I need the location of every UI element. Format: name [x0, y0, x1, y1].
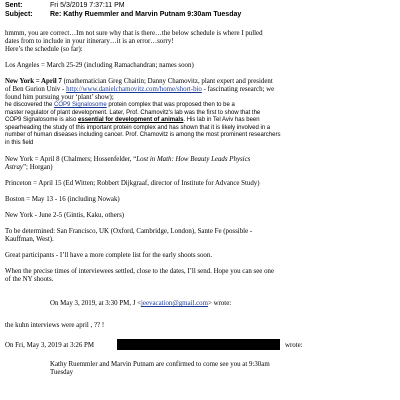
great-participants: Great participants - I’ll have a more complete list for the early shoots soon. [5, 252, 213, 259]
bio-line-1 [5, 102, 235, 110]
schedule-boston: Boston = May 13 - 16 (including Nowak) [5, 196, 120, 203]
quote-header-2-prefix: On Fri, May 3, 2019 at 3:26 PM [5, 342, 95, 349]
intro-line-2: dates from to include in your itinerary…it is an error…sorry! [5, 38, 174, 45]
redaction-block [117, 339, 280, 350]
bio-line-3 [5, 117, 260, 125]
schedule-tbd-line-1: To be determined: San Francisco, UK (Oxford, Cambridge, London), Sante Fe (possible - [5, 228, 253, 235]
bio-text-1b: protein complex that was proposed then to be a [106, 102, 235, 108]
quote-1-prefix: On May 3, 2019, at 3:30 PM, J < [50, 300, 141, 307]
intro-line-1: hmmm, you are correct…Im not sure why that is there…the below schedule is where I pulled [5, 30, 263, 37]
bio-text-3a: COP9 Signalosome is also [5, 117, 79, 123]
bio-line-2: master regulator of plant development. Later, Prof. Chamovitz's lab was the first to show that the [5, 109, 261, 116]
bio-line-6: in this field [5, 139, 34, 146]
bio-line-5: number of human diseases including cancer. Prof. Chamovitz is among the most prominent researchers [5, 132, 281, 138]
cop9-signalosome-link[interactable]: COP9 Signalosome [54, 102, 107, 108]
schedule-ny-april-7-line-1 [5, 78, 273, 86]
subject-value: Re: Kathy Ruemmler and Marvin Putnam 9:30am Tuesday [50, 11, 242, 18]
sent-value: Fri 5/3/2019 7:37:11 PM [50, 2, 125, 9]
when-line-1: When the precise times of interviewees settled, close to the dates, I’ll send. Hope you can see one [5, 268, 275, 275]
bio-text-1a: he discovered the [5, 102, 55, 108]
schedule-ny-april-7-line-3: found him pursuing your ‘plant’ show); [5, 94, 114, 101]
chamovitz-bio-link[interactable]: http://www.danielchamovitz.com/home/short-bio [66, 86, 202, 93]
ny-april-7-desc-2a: of Ben Gurion Univ - [5, 86, 67, 93]
final-line-2: Tuesday [50, 369, 74, 376]
final-line-1: Kathy Ruemmler and Marvin Putnam are confirmed to come see you at 9:30am [50, 361, 270, 368]
intro-line-3: Here’s the schedule (so far): [5, 46, 83, 53]
essential-development-emphasis: essential for development of animals [78, 117, 184, 123]
book-title-end: Astray [5, 164, 23, 171]
schedule-ny-april-8-line-1 [5, 156, 250, 164]
schedule-los-angeles: Los Angeles = March 25-29 (including Ramachandran; names soon) [5, 62, 194, 69]
quote-header-1 [50, 300, 231, 308]
subject-label: Subject: [5, 11, 33, 18]
kuhn-line: the kuhn interviews were april , ?? ! [5, 322, 105, 329]
ny-april-8-text: New York = April 8 (Chalmers; Hossenfelder, “ [5, 156, 137, 163]
ny-april-7-heading: New York = April 7 [5, 78, 62, 85]
schedule-princeton: Princeton = April 15 (Ed Witten; Robbert Dijkgraaf, director of Institute for Advance Study) [5, 180, 260, 187]
schedule-tbd-line-2: Kauffman, West). [5, 236, 54, 243]
quote-header-2-suffix: wrote: [285, 342, 303, 349]
email-link[interactable]: jeevacation@gmail.com [140, 300, 208, 307]
quote-1-suffix: > wrote: [207, 300, 232, 307]
ny-april-8-end: ”; Horgan) [23, 164, 53, 171]
book-title: Lost in Math: How Beauty Leads Physics [136, 156, 251, 163]
bio-text-3b: . His lab in Tel Aviv has been [183, 117, 260, 123]
ny-april-7-desc-2b: - fascinating research; we [201, 86, 275, 93]
schedule-ny-april-7-line-2 [5, 86, 274, 94]
schedule-ny-june: New York - June 2-5 (Gintis, Kaku, others) [5, 212, 125, 219]
ny-april-7-desc-1: (mathematician Greg Chaitin; Danny Chamovitz, plant expert and president [61, 78, 273, 85]
sent-label: Sent: [5, 2, 23, 9]
bio-line-4: spearheading the study of this important protein complex and has shown that it is likely involved in a [5, 124, 271, 131]
when-line-2: of the NY shoots. [5, 276, 54, 283]
schedule-ny-april-8-line-2 [5, 164, 53, 172]
